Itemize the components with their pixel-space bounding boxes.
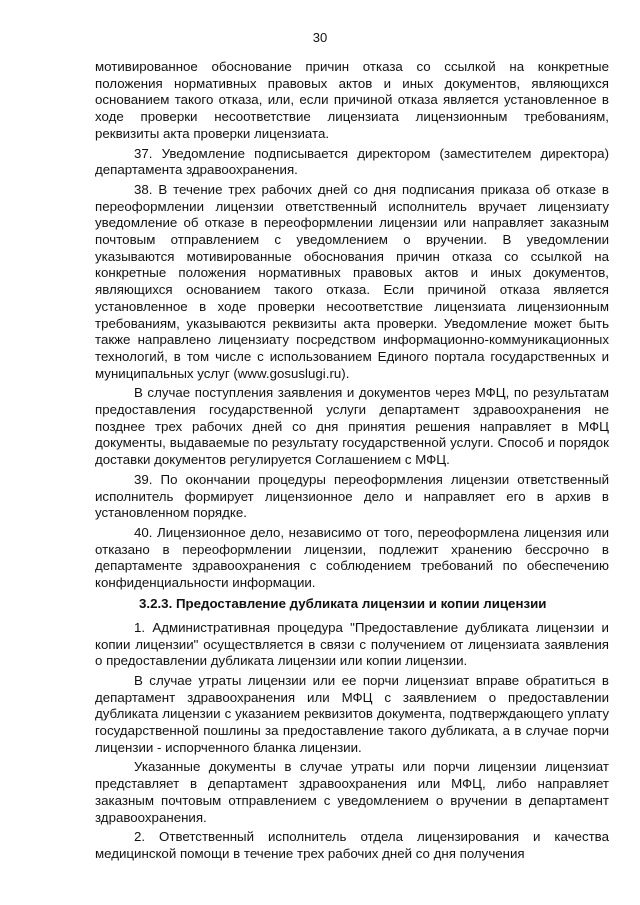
paragraph: В случае поступления заявления и документов через МФЦ, по результатам предоставления государственной услуги департамент здравоохранения не позднее трех рабочих дней со дня принятия решения направляет в МФЦ документы, выдаваемые по результату государственной услуги. Способ и порядок доставки документов регулируется Соглашением с МФЦ. xyxy=(95,385,609,468)
paragraph: 38. В течение трех рабочих дней со дня подписания приказа об отказе в переоформлении лицензии ответственный исполнитель вручает лицензиату уведомление об отказе в переоформлении лицензии или направляет заказным почтовым отправлением с уведомлением о вручении. В уведомлении указываются мотивированные обоснования причин отказа со ссылкой на конкретные положения нормативных правовых актов и иных документов, являющихся основанием такого отказа. Если причиной отказа является установленное в ходе проверки несоответствие лицензиата лицензионным требованиям, указываются реквизиты акта проверки. Уведомление может быть также направлено лицензиату посредством информационно-коммуникационных технологий, в том числе с использованием Единого портала государственных и муниципальных услуг (www.gosuslugi.ru). xyxy=(95,181,609,381)
section-heading: 3.2.3. Предоставление дубликата лицензии и копии лицензии xyxy=(139,595,547,611)
paragraphs-after xyxy=(95,620,609,863)
paragraph: 40. Лицензионное дело, независимо от того, переоформлена лицензия или отказано в переоформлении лицензии, подлежит хранению бессрочно в департаменте здравоохранения с соблюдением требований по обеспечению конфиденциальности информации. xyxy=(95,524,609,591)
page-number: 30 xyxy=(312,30,328,45)
paragraphs-before xyxy=(95,59,609,592)
paragraph: 37. Уведомление подписывается директором (заместителем директора) департамента здравоохранения. xyxy=(95,145,609,178)
paragraph: Указанные документы в случае утраты или порчи лицензии лицензиат представляет в департамент здравоохранения или МФЦ, либо направляет заказным почтовым отправлением с уведомлением о вручении в департамент здравоохранения. xyxy=(95,759,609,825)
paragraph: В случае утраты лицензии или ее порчи лицензиат вправе обратиться в департамент здравоохранения или МФЦ с заявлением о предоставлении дубликата лицензии с указанием реквизитов документа, подтверждающего уплату государственной пошлины за предоставление такого дубликата, а в случае порчи лицензии - испорченного бланка лицензии. xyxy=(95,672,609,755)
paragraph: 2. Ответственный исполнитель отдела лицензирования и качества медицинской помощи в течение трех рабочих дней со дня получения xyxy=(95,829,609,861)
paragraph: мотивированное обоснование причин отказа со ссылкой на конкретные положения нормативных правовых актов и иных документов, являющихся основанием такого отказа, или, если причиной отказа является установленное в ходе проверки несоответствие лицензиата лицензионным требованиям, реквизиты акта проверки лицензиата. xyxy=(95,59,609,141)
paragraph: 1. Административная процедура "Предоставление дубликата лицензии и копии лицензии" осуществляется в связи с получением от лицензиата заявления о предоставлении дубликата лицензии или копии лицензии. xyxy=(95,619,609,669)
document-body xyxy=(95,59,609,866)
paragraph: 39. По окончании процедуры переоформления лицензии ответственный исполнитель формирует лицензионное дело и направляет его в архив в установленном порядке. xyxy=(95,471,609,521)
